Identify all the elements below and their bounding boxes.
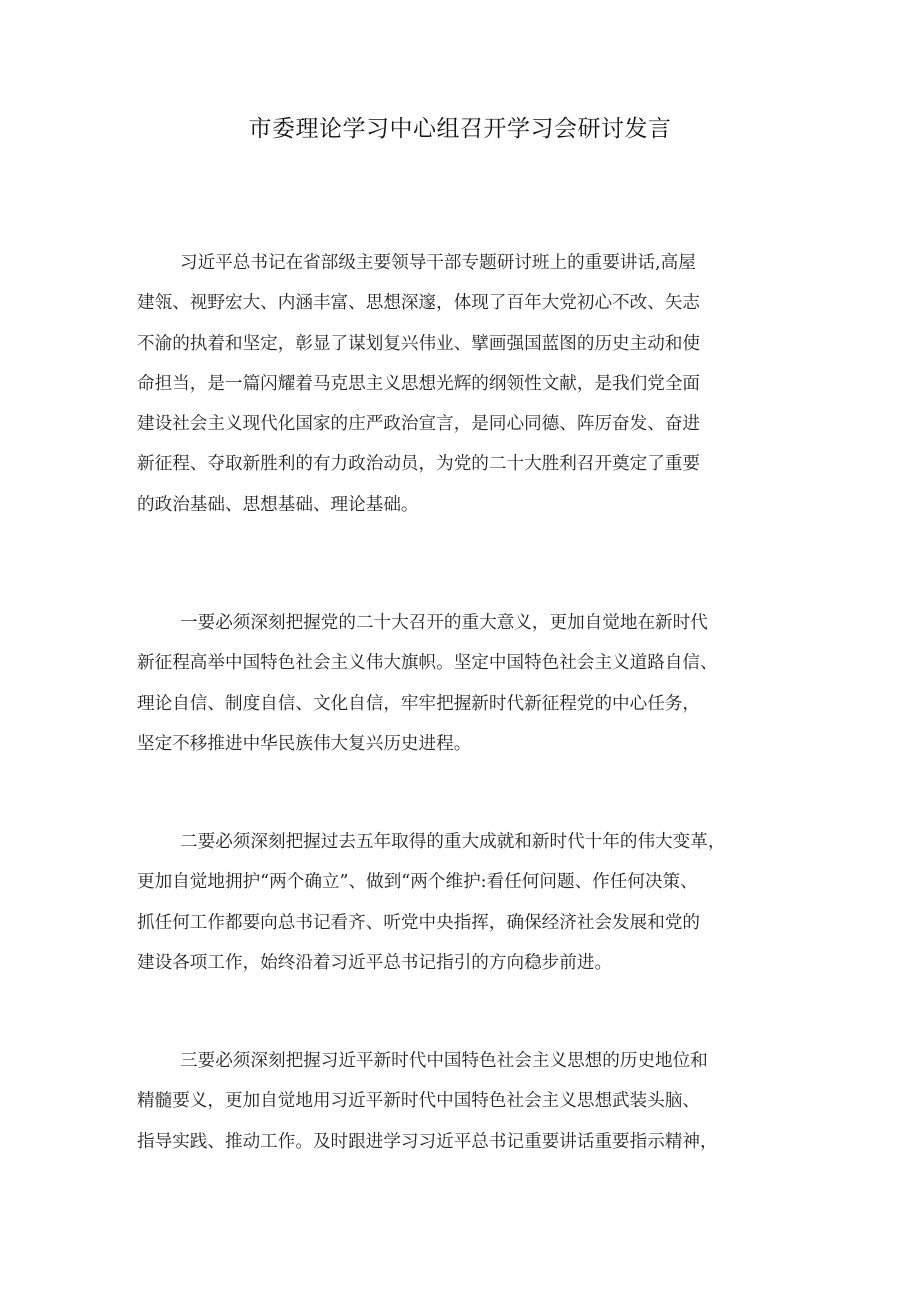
- paragraph-line: 三要必须深刻把握习近平新时代中国特色社会主义思想的历史地位和: [180, 1051, 708, 1071]
- document-title: 市委理论学习中心组召开学习会研讨发言: [248, 116, 672, 142]
- paragraph-line: 建设各项工作，始终沿着习近平总书记指引的方向稳步前进。: [137, 952, 613, 973]
- paragraph-1: [137, 243, 799, 525]
- paragraph-line: 建设社会主义现代化国家的庄严政治宣言，是同心同德、阵厉奋发、奋进: [137, 414, 701, 435]
- paragraph-text: [137, 603, 799, 764]
- paragraph-4: [137, 1041, 799, 1162]
- paragraph-line: 精髓要义，更加自觉地用习近平新时代中国特色社会主义思想武装头脑、: [137, 1091, 701, 1112]
- paragraph-line: 坚定不移推进中华民族伟大复兴历史进程。: [137, 733, 472, 754]
- paragraph-line: 指导实践、推动工作。及时跟进学习习近平总书记重要讲话重要指示精神，: [137, 1131, 718, 1152]
- paragraph-line: 建瓴、视野宏大、内涵丰富、思想深邃，体现了百年大党初心不改、矢志: [137, 293, 701, 314]
- paragraph-line: 命担当，是一篇闪耀着马克思主义思想光辉的纲领性文献，是我们党全面: [137, 373, 701, 394]
- paragraph-line: 理论自信、制度自信、文化自信，牢牢把握新时代新征程党的中心任务，: [137, 693, 701, 714]
- paragraph-line: 的政治基础、思想基础、理论基础。: [137, 494, 419, 515]
- paragraph-line: 一要必须深刻把握党的二十大召开的重大意义，更加自觉地在新时代: [180, 613, 708, 633]
- paragraph-text: [137, 1041, 799, 1162]
- paragraph-line: 更加自觉地拥护“两个确立”、做到“两个维护:看任何问题、作任何决策、: [137, 872, 698, 893]
- paragraph-3: [137, 822, 799, 983]
- paragraph-line: 抓任何工作都要向总书记看齐、听党中央指挥，确保经济社会发展和党的: [137, 912, 701, 933]
- paragraph-line: 二要必须深刻把握过去五年取得的重大成就和新时代十年的伟大变革，: [180, 832, 726, 852]
- paragraph-line: 习近平总书记在省部级主要领导干部专题研讨班上的重要讲话,高屋: [180, 253, 696, 273]
- paragraph-text: [137, 822, 799, 983]
- paragraph-line: 新征程、夺取新胜利的有力政治动员，为党的二十大胜利召开奠定了重要: [137, 454, 701, 475]
- paragraph-line: 不渝的执着和坚定，彰显了谋划复兴伟业、擘画强国蓝图的历史主动和使: [137, 333, 701, 354]
- paragraph-text: [137, 243, 799, 525]
- paragraph-line: 新征程高举中国特色社会主义伟大旗帜。坚定中国特色社会主义道路自信、: [137, 653, 718, 674]
- paragraph-2: [137, 603, 799, 764]
